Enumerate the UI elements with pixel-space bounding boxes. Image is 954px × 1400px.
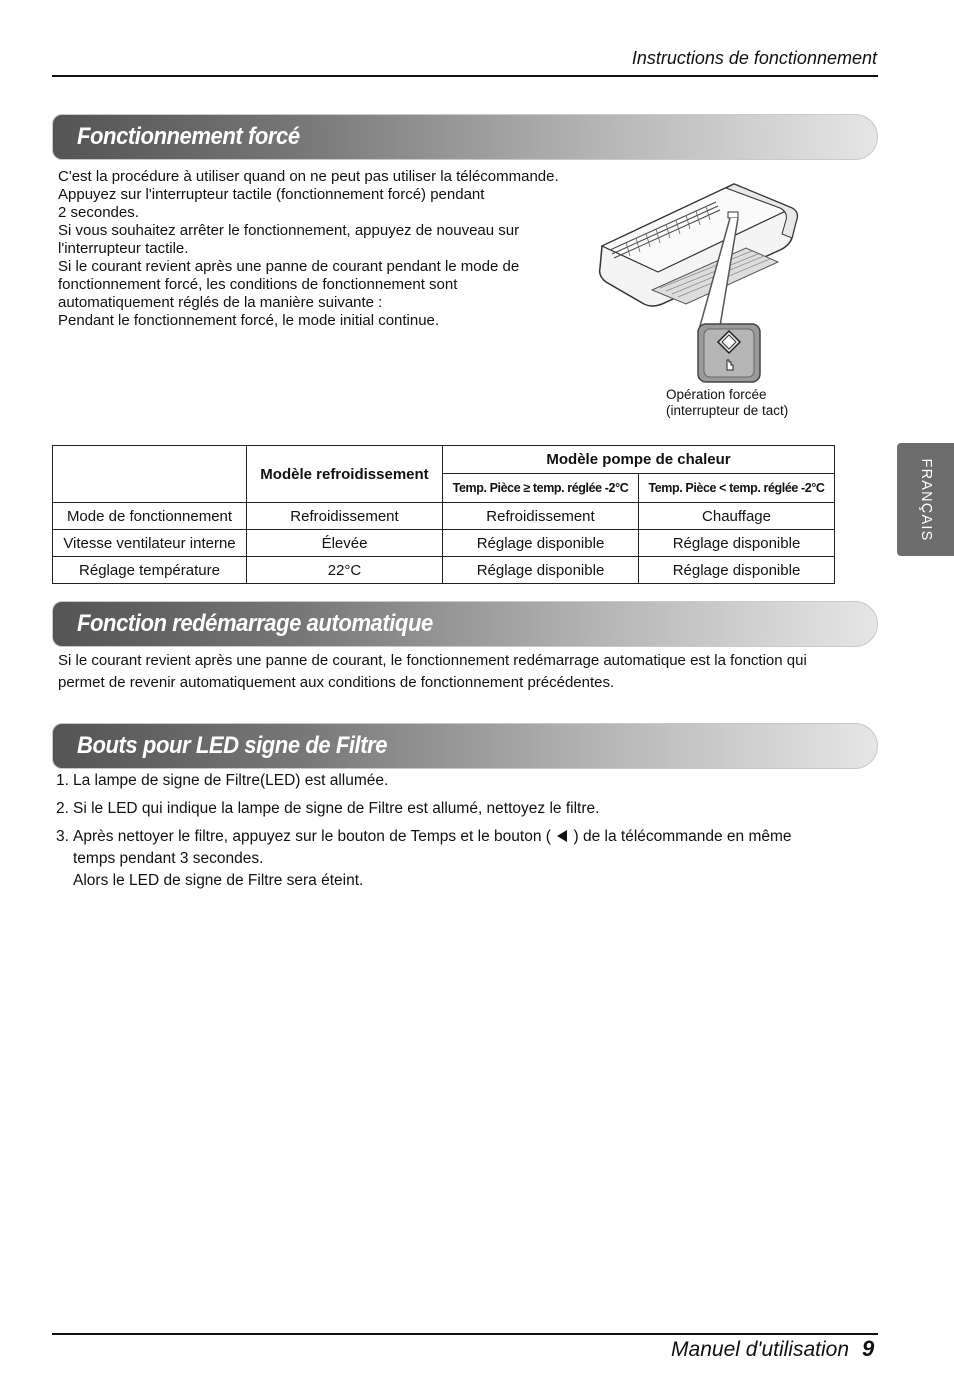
step-number: 3.	[56, 828, 69, 845]
step-text: ) de la télécommande en même	[573, 828, 792, 845]
step-text: Après nettoyer le filtre, appuyez sur le bouton de Temps et le bouton (	[73, 828, 551, 845]
section-title-restart: Fonction redémarrage automatique	[77, 610, 433, 637]
step-number: 2.	[56, 800, 69, 817]
restart-line: Si le courant revient après une panne de courant, le fonctionnement redémarrage automatique est la fonction qui	[58, 652, 807, 669]
subheader-temp-lt: Temp. Pièce < temp. réglée -2°C	[639, 474, 835, 503]
page-number: 9	[862, 1336, 875, 1361]
forced-paragraph: Si vous souhaitez arrêter le fonctionnement, appuyez de nouveau sur l'interrupteur tactile.	[58, 222, 520, 257]
section-title-filter: Bouts pour LED signe de Filtre	[77, 732, 388, 759]
cell-cooling: 22°C	[247, 557, 443, 584]
step-text-block	[73, 826, 856, 892]
subheader-temp-ge: Temp. Pièce ≥ temp. réglée -2°C	[443, 474, 639, 503]
footer-title: Manuel d'utilisation	[671, 1338, 849, 1361]
restart-line: permet de revenir automatiquement aux conditions de fonctionnement précédentes.	[58, 674, 615, 691]
restart-text	[58, 650, 858, 694]
cell-hp-lt: Réglage disponible	[639, 530, 835, 557]
forced-paragraph: Pendant le fonctionnement forcé, le mode initial continue.	[58, 312, 440, 329]
list-item	[56, 770, 856, 792]
list-item	[56, 798, 856, 820]
cell-hp-ge: Réglage disponible	[443, 530, 639, 557]
section-header-filter	[52, 723, 878, 769]
section-header-forced	[52, 114, 878, 160]
caption-line: Opération forcée	[666, 387, 767, 402]
row-label: Vitesse ventilateur interne	[53, 530, 247, 557]
step-text: temps pendant 3 secondes.	[73, 850, 264, 867]
step-text: Alors le LED de signe de Filtre sera éteint.	[73, 872, 364, 889]
forced-intro	[58, 168, 603, 330]
cell-hp-ge: Refroidissement	[443, 503, 639, 530]
col-header-cooling: Modèle refroidissement	[247, 446, 443, 503]
forced-conditions-table	[52, 445, 835, 584]
row-label: Réglage température	[53, 557, 247, 584]
forced-paragraph: C'est la procédure à utiliser quand on ne peut pas utiliser la télécommande. Appuyez sur l'interrupteur tactile (fonctionnement forcé) pendant 2 secondes.	[58, 168, 559, 221]
header-rule	[52, 75, 878, 77]
forced-caption	[666, 387, 788, 419]
list-item	[56, 826, 856, 892]
step-number: 1.	[56, 772, 69, 789]
language-tab-label: FRANÇAIS	[917, 458, 934, 541]
language-tab	[897, 443, 954, 556]
cell-cooling: Refroidissement	[247, 503, 443, 530]
step-text: Si le LED qui indique la lampe de signe de Filtre est allumé, nettoyez le filtre.	[73, 800, 600, 817]
filter-steps	[56, 770, 856, 898]
section-header-restart	[52, 601, 878, 647]
footer-rule	[52, 1333, 878, 1335]
section-title-forced: Fonctionnement forcé	[77, 123, 300, 150]
table-header-row	[53, 446, 835, 474]
table-corner-cell	[53, 446, 247, 503]
row-label: Mode de fonctionnement	[53, 503, 247, 530]
table-row	[53, 530, 835, 557]
forced-paragraph: Si le courant revient après une panne de courant pendant le mode de fonctionnement forcé, les conditions de fonctionnement sont automatiquement réglés de la manière suivante :	[58, 258, 520, 311]
cell-hp-lt: Chauffage	[639, 503, 835, 530]
table-row	[53, 503, 835, 530]
cell-hp-lt: Réglage disponible	[639, 557, 835, 584]
indoor-unit-illustration	[596, 176, 806, 391]
caption-line: (interrupteur de tact)	[666, 403, 789, 418]
cell-cooling: Élevée	[247, 530, 443, 557]
left-arrow-icon	[557, 830, 567, 842]
running-header: Instructions de fonctionnement	[631, 48, 877, 68]
table-row	[53, 557, 835, 584]
step-text: La lampe de signe de Filtre(LED) est allumée.	[73, 772, 389, 789]
col-header-heatpump: Modèle pompe de chaleur	[443, 446, 835, 474]
cell-hp-ge: Réglage disponible	[443, 557, 639, 584]
